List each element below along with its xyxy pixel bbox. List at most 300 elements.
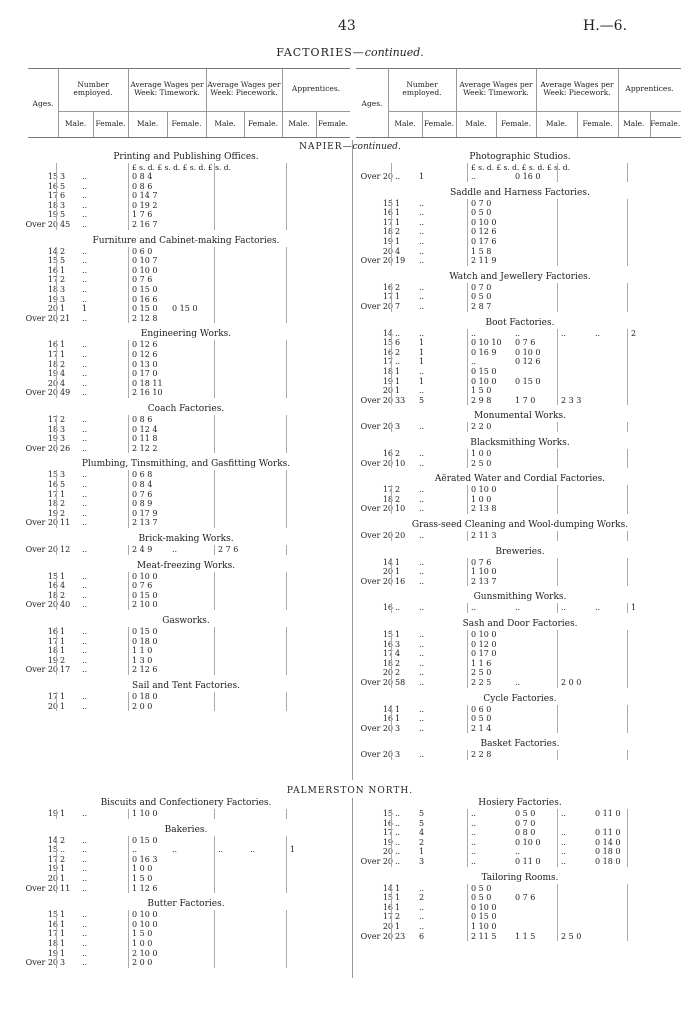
cell: 19 bbox=[47, 864, 58, 874]
table-row bbox=[355, 422, 685, 432]
cell: .. bbox=[82, 200, 88, 210]
cell: .. bbox=[60, 845, 66, 855]
units-row: £ s. d. £ s. d. £ s. d. £ s. d. bbox=[471, 163, 570, 172]
cell: .. bbox=[82, 172, 88, 181]
cell: 15 bbox=[382, 630, 393, 639]
column-rule bbox=[56, 470, 57, 528]
cell: 0 10 0 bbox=[132, 910, 158, 920]
table-row bbox=[20, 545, 352, 555]
table-row bbox=[20, 864, 352, 874]
cell: Over 20 bbox=[360, 422, 393, 432]
cell: 17 bbox=[47, 489, 58, 499]
cell: .. bbox=[419, 292, 425, 302]
table-row bbox=[355, 227, 685, 237]
cell: 2 16 7 bbox=[132, 220, 158, 229]
cell: .. bbox=[471, 857, 477, 866]
cell: .. bbox=[419, 386, 425, 396]
factory-block bbox=[20, 825, 352, 894]
cell: 0 5 0 bbox=[471, 714, 492, 724]
cell: 1 bbox=[60, 627, 66, 636]
cell: 18 bbox=[47, 499, 58, 509]
cell: .. bbox=[471, 357, 477, 367]
table-row bbox=[20, 201, 352, 211]
cell: 2 4 9 bbox=[132, 545, 153, 554]
factory-block bbox=[355, 318, 685, 406]
cell: 17 bbox=[47, 929, 58, 939]
cell: .. bbox=[419, 567, 425, 577]
cell: 0 15 0 bbox=[132, 304, 158, 314]
column-rule bbox=[128, 836, 129, 894]
table-row bbox=[355, 338, 685, 348]
column-rule bbox=[56, 340, 57, 398]
cell: 18 bbox=[382, 494, 393, 504]
cell: Over 20 bbox=[360, 531, 393, 540]
table-row bbox=[20, 572, 352, 582]
factory-block bbox=[20, 534, 352, 555]
cell: .. bbox=[471, 328, 477, 338]
cell: 15 bbox=[47, 256, 58, 266]
cell: 0 17 6 bbox=[471, 236, 497, 246]
table-row bbox=[20, 958, 352, 968]
column-rule bbox=[128, 545, 129, 555]
table-row bbox=[355, 857, 685, 867]
cell: 1 bbox=[60, 636, 66, 646]
cell: 1 bbox=[631, 603, 637, 613]
header-male: Male. bbox=[394, 119, 416, 129]
cell: Over 20 bbox=[360, 678, 393, 687]
cell: 19 bbox=[47, 948, 58, 958]
column-rule bbox=[627, 750, 628, 760]
cell: 7 bbox=[395, 301, 401, 311]
cell: Over 20 bbox=[25, 958, 58, 968]
factory-block bbox=[20, 404, 352, 453]
cell: 2 bbox=[60, 655, 66, 665]
cell: 23 bbox=[395, 931, 406, 941]
factory-block bbox=[355, 411, 685, 432]
column-rule bbox=[391, 163, 392, 182]
cell: 18 bbox=[47, 424, 58, 434]
cell: 3 bbox=[60, 284, 66, 294]
table-row bbox=[20, 247, 352, 257]
cell: 2 bbox=[419, 837, 425, 847]
column-rule bbox=[128, 910, 129, 968]
block-title: Furniture and Cabinet-making Factories. bbox=[92, 235, 280, 246]
cell: 0 19 2 bbox=[132, 200, 158, 210]
block-title: Photographic Studios. bbox=[469, 152, 571, 162]
cell: 0 18 0 bbox=[132, 636, 158, 646]
table-row bbox=[20, 591, 352, 601]
cell: Over 20 bbox=[25, 443, 58, 453]
cell: .. bbox=[515, 603, 521, 613]
cell: 2 8 7 bbox=[471, 301, 492, 311]
table-row bbox=[20, 656, 352, 666]
cell: 18 bbox=[47, 938, 58, 948]
cell: 0 10 7 bbox=[132, 256, 158, 266]
table-row bbox=[355, 838, 685, 848]
cell: 1 0 0 bbox=[132, 938, 153, 948]
table-row bbox=[20, 920, 352, 930]
column-rule bbox=[214, 415, 215, 453]
header-female: Female. bbox=[95, 119, 126, 129]
cell: 0 15 0 bbox=[132, 284, 158, 294]
block-title: Gunsmithing Works. bbox=[473, 592, 567, 603]
cell: 19 bbox=[47, 210, 58, 220]
cell: 16 bbox=[382, 208, 393, 218]
header-male: Male. bbox=[623, 119, 645, 129]
cell: 15 bbox=[47, 910, 58, 920]
cell: .. bbox=[395, 857, 401, 866]
cell: 18 bbox=[47, 646, 58, 656]
cell: 2 bbox=[60, 508, 66, 518]
cell: 0 18 0 bbox=[595, 857, 621, 866]
cell: 17 bbox=[60, 665, 71, 675]
cell: 0 13 0 bbox=[132, 359, 158, 369]
column-rule bbox=[627, 163, 628, 182]
cell: 0 18 0 bbox=[132, 692, 158, 701]
cell: .. bbox=[419, 714, 425, 724]
factory-block bbox=[355, 739, 685, 760]
cell: 16 bbox=[382, 818, 393, 828]
cell: .. bbox=[595, 328, 601, 338]
table-row bbox=[20, 425, 352, 435]
cell: 0 17 0 bbox=[132, 369, 158, 379]
column-rule bbox=[56, 572, 57, 610]
cell: 2 12 6 bbox=[132, 665, 158, 675]
column-rule bbox=[56, 692, 57, 711]
cell: .. bbox=[82, 646, 88, 656]
cell: 1 bbox=[395, 557, 401, 567]
column-rule bbox=[467, 449, 468, 468]
cell: .. bbox=[82, 948, 88, 958]
cell: 0 8 4 bbox=[132, 479, 153, 489]
table-row bbox=[355, 172, 685, 182]
header-divider bbox=[316, 111, 317, 137]
cell: .. bbox=[395, 809, 401, 818]
cell: 0 15 0 bbox=[471, 912, 497, 922]
cell: 1 bbox=[419, 376, 425, 386]
cell: 0 14 0 bbox=[595, 837, 621, 847]
cell: Over 20 bbox=[360, 172, 393, 181]
header-number-employed: Number employed. bbox=[402, 80, 442, 97]
table-row bbox=[355, 396, 685, 406]
cell: 2 bbox=[60, 854, 66, 864]
header-female: Female. bbox=[582, 119, 613, 129]
table-row bbox=[355, 199, 685, 209]
table-row bbox=[355, 247, 685, 257]
cell: 0 6 8 bbox=[132, 470, 153, 480]
cell: 1 bbox=[395, 714, 401, 724]
cell: 1 bbox=[395, 292, 401, 302]
cell: 0 12 6 bbox=[132, 349, 158, 359]
column-rule bbox=[128, 692, 129, 711]
cell: Over 20 bbox=[25, 883, 58, 893]
column-rule bbox=[128, 809, 129, 819]
block-title: Gasworks. bbox=[162, 616, 210, 626]
cell: .. bbox=[395, 603, 401, 613]
cell: .. bbox=[419, 217, 425, 227]
cell: .. bbox=[82, 388, 88, 398]
cell: 16 bbox=[382, 714, 393, 724]
table-row bbox=[355, 292, 685, 302]
table-row bbox=[355, 893, 685, 903]
cell: 0 6 0 bbox=[471, 704, 492, 714]
header-male: Male. bbox=[214, 119, 236, 129]
factory-block bbox=[355, 873, 685, 942]
cell: 0 11 0 bbox=[595, 828, 621, 838]
cell: .. bbox=[82, 246, 88, 256]
cell: .. bbox=[82, 938, 88, 948]
cell: 16 bbox=[47, 581, 58, 591]
column-rule bbox=[214, 692, 215, 711]
column-divider bbox=[352, 798, 353, 978]
cell: 19 bbox=[47, 434, 58, 444]
cell: 4 bbox=[60, 581, 66, 591]
column-rule bbox=[214, 545, 215, 555]
cell: .. bbox=[561, 857, 567, 866]
cell: .. bbox=[419, 485, 425, 495]
cell: .. bbox=[419, 630, 425, 639]
cell: 10 bbox=[395, 458, 406, 468]
table-row bbox=[20, 340, 352, 350]
header-divider bbox=[206, 69, 207, 137]
cell: 2 3 3 bbox=[561, 395, 582, 405]
header-ages: Ages. bbox=[361, 99, 383, 109]
cell: 17 bbox=[47, 191, 58, 201]
cell: 0 7 6 bbox=[471, 557, 492, 567]
table-row bbox=[20, 929, 352, 939]
cell: 19 bbox=[47, 369, 58, 379]
cell: 20 bbox=[382, 386, 393, 396]
block-title: Sail and Tent Factories. bbox=[132, 681, 240, 691]
cell: 2 bbox=[60, 275, 66, 285]
cell: 2 13 7 bbox=[132, 518, 158, 528]
column-rule bbox=[391, 750, 392, 760]
cell: 2 11 9 bbox=[471, 256, 497, 266]
cell: .. bbox=[218, 845, 224, 855]
cell: 58 bbox=[395, 678, 406, 687]
cell: 6 bbox=[60, 191, 66, 201]
block-title: Meat-freezing Works. bbox=[136, 560, 236, 571]
column-rule bbox=[557, 705, 558, 734]
header-ages: Ages. bbox=[32, 99, 54, 109]
cell: .. bbox=[82, 883, 88, 893]
column-rule bbox=[557, 283, 558, 312]
cell: .. bbox=[82, 665, 88, 675]
table-row bbox=[20, 646, 352, 656]
table-row bbox=[355, 932, 685, 942]
cell: .. bbox=[471, 847, 477, 857]
column-rule bbox=[557, 199, 558, 266]
cell: Over 20 bbox=[360, 576, 393, 586]
cell: .. bbox=[419, 750, 425, 760]
block-title: Aërated Water and Cordial Factories. bbox=[434, 474, 606, 485]
cell: 16 bbox=[47, 265, 58, 275]
column-rule bbox=[128, 470, 129, 528]
cell: 19 bbox=[47, 655, 58, 665]
cell: 16 bbox=[47, 627, 58, 636]
cell: 0 10 0 bbox=[471, 630, 497, 639]
cell: .. bbox=[419, 603, 425, 613]
cell: 16 bbox=[382, 639, 393, 649]
column-rule bbox=[467, 283, 468, 312]
cell: 0 16 3 bbox=[132, 854, 158, 864]
cell: .. bbox=[82, 854, 88, 864]
section-palmerston-north: PALMERSTON NORTH. bbox=[286, 786, 414, 796]
cell: 2 bbox=[395, 227, 401, 237]
cell: 1 bbox=[60, 873, 66, 883]
column-rule bbox=[56, 910, 57, 968]
cell: 21 bbox=[60, 313, 71, 323]
cell: 0 12 0 bbox=[471, 639, 497, 649]
block-title: Saddle and Harness Factories. bbox=[450, 187, 590, 198]
cell: .. bbox=[419, 282, 425, 292]
cell: 0 10 0 bbox=[471, 902, 497, 912]
cell: 0 12 4 bbox=[132, 424, 158, 434]
cell: .. bbox=[82, 919, 88, 929]
cell: 2 12 2 bbox=[132, 443, 158, 453]
header-male: Male. bbox=[545, 119, 568, 129]
cell: 15 bbox=[47, 172, 58, 181]
cell: .. bbox=[419, 921, 425, 931]
cell: 3 bbox=[419, 857, 425, 866]
cell: 45 bbox=[60, 220, 71, 229]
cell: 0 7 6 bbox=[132, 581, 153, 591]
cell: 1 0 0 bbox=[471, 449, 492, 458]
cell: 17 bbox=[382, 649, 393, 659]
cell: 1 bbox=[395, 567, 401, 577]
table-row bbox=[20, 600, 352, 610]
cell: .. bbox=[82, 359, 88, 369]
cell: .. bbox=[419, 256, 425, 266]
cell: .. bbox=[82, 415, 88, 424]
cell: 3 bbox=[60, 470, 66, 480]
table-row bbox=[20, 434, 352, 444]
cell: 1 bbox=[60, 489, 66, 499]
block-title: Brick-making Works. bbox=[138, 534, 234, 544]
cell: .. bbox=[419, 449, 425, 458]
column-rule bbox=[286, 627, 287, 675]
block-title: Bakeries. bbox=[164, 824, 208, 835]
cell: 20 bbox=[382, 847, 393, 857]
cell: .. bbox=[82, 443, 88, 453]
cell: 2 bbox=[631, 328, 637, 338]
cell: 0 17 9 bbox=[132, 508, 158, 518]
cell: 1 bbox=[419, 347, 425, 357]
cell: .. bbox=[82, 210, 88, 220]
header-apprentices: Apprentices. bbox=[291, 84, 341, 94]
block-title: Blacksmithing Works. bbox=[470, 438, 570, 448]
table-row bbox=[20, 266, 352, 276]
table-row bbox=[355, 459, 685, 469]
cell: 1 bbox=[60, 340, 66, 350]
cell: 0 11 0 bbox=[595, 809, 621, 818]
column-rule bbox=[128, 572, 129, 610]
column-rule bbox=[286, 809, 287, 819]
units-row: £ s. d. £ s. d. £ s. d. £ s. d. bbox=[132, 163, 231, 172]
factory-block bbox=[20, 236, 352, 324]
cell: .. bbox=[595, 603, 601, 613]
cell: 1 5 0 bbox=[132, 873, 153, 883]
column-rule bbox=[214, 247, 215, 324]
table-row bbox=[20, 910, 352, 920]
table-row bbox=[355, 903, 685, 913]
cell: 20 bbox=[382, 921, 393, 931]
table-row bbox=[20, 702, 352, 712]
cell: .. bbox=[419, 494, 425, 504]
cell: .. bbox=[419, 366, 425, 376]
cell: .. bbox=[471, 603, 477, 613]
table-row bbox=[20, 499, 352, 509]
block-title: Basket Factories. bbox=[480, 739, 560, 750]
cell: 0 16 6 bbox=[132, 294, 158, 304]
cell: 0 8 4 bbox=[132, 172, 153, 181]
cell: 2 bbox=[395, 658, 401, 668]
cell: 1 3 0 bbox=[132, 655, 153, 665]
cell: .. bbox=[82, 692, 88, 701]
cell: 2 2 5 bbox=[471, 678, 492, 687]
column-rule bbox=[214, 163, 215, 230]
table-row bbox=[355, 208, 685, 218]
cell: 2 1 4 bbox=[471, 723, 492, 733]
cell: .. bbox=[82, 845, 88, 855]
column-rule bbox=[128, 627, 129, 675]
cell: .. bbox=[82, 220, 88, 229]
cell: .. bbox=[561, 828, 567, 838]
column-rule bbox=[557, 163, 558, 182]
table-row bbox=[355, 630, 685, 640]
cell: 0 12 6 bbox=[471, 227, 497, 237]
header-divider bbox=[93, 111, 94, 137]
cell: 0 10 0 bbox=[132, 919, 158, 929]
table-row bbox=[20, 415, 352, 425]
cell: .. bbox=[561, 847, 567, 857]
table-row bbox=[20, 509, 352, 519]
cell: .. bbox=[172, 545, 178, 554]
cell: 1 bbox=[395, 386, 401, 396]
cell: 0 8 6 bbox=[132, 181, 153, 191]
header-divider bbox=[388, 69, 389, 137]
column-rule bbox=[391, 422, 392, 432]
column-rule bbox=[467, 809, 468, 867]
cell: .. bbox=[172, 845, 178, 855]
cell: 0 10 0 bbox=[515, 347, 541, 357]
cell: 0 15 0 bbox=[132, 835, 158, 845]
cell: 1 bbox=[395, 217, 401, 227]
table-row bbox=[355, 649, 685, 659]
cell: 20 bbox=[382, 567, 393, 577]
cell: 16 bbox=[382, 282, 393, 292]
cell: 5 bbox=[419, 395, 425, 405]
table-row bbox=[355, 750, 685, 760]
cell: .. bbox=[82, 181, 88, 191]
cell: Over 20 bbox=[360, 857, 393, 866]
table-row bbox=[355, 705, 685, 715]
block-title: Butter Factories. bbox=[147, 899, 225, 910]
table-row bbox=[20, 275, 352, 285]
factory-block bbox=[20, 152, 352, 230]
cell: 0 10 10 bbox=[471, 338, 502, 348]
column-rule bbox=[391, 809, 392, 867]
table-row bbox=[355, 348, 685, 358]
cell: 3 bbox=[60, 424, 66, 434]
column-rule bbox=[286, 415, 287, 453]
cell: 49 bbox=[60, 388, 71, 398]
cell: .. bbox=[471, 818, 477, 828]
cell: .. bbox=[82, 275, 88, 285]
cell: 15 bbox=[382, 809, 393, 818]
table-row bbox=[20, 350, 352, 360]
cell: 18 bbox=[382, 227, 393, 237]
